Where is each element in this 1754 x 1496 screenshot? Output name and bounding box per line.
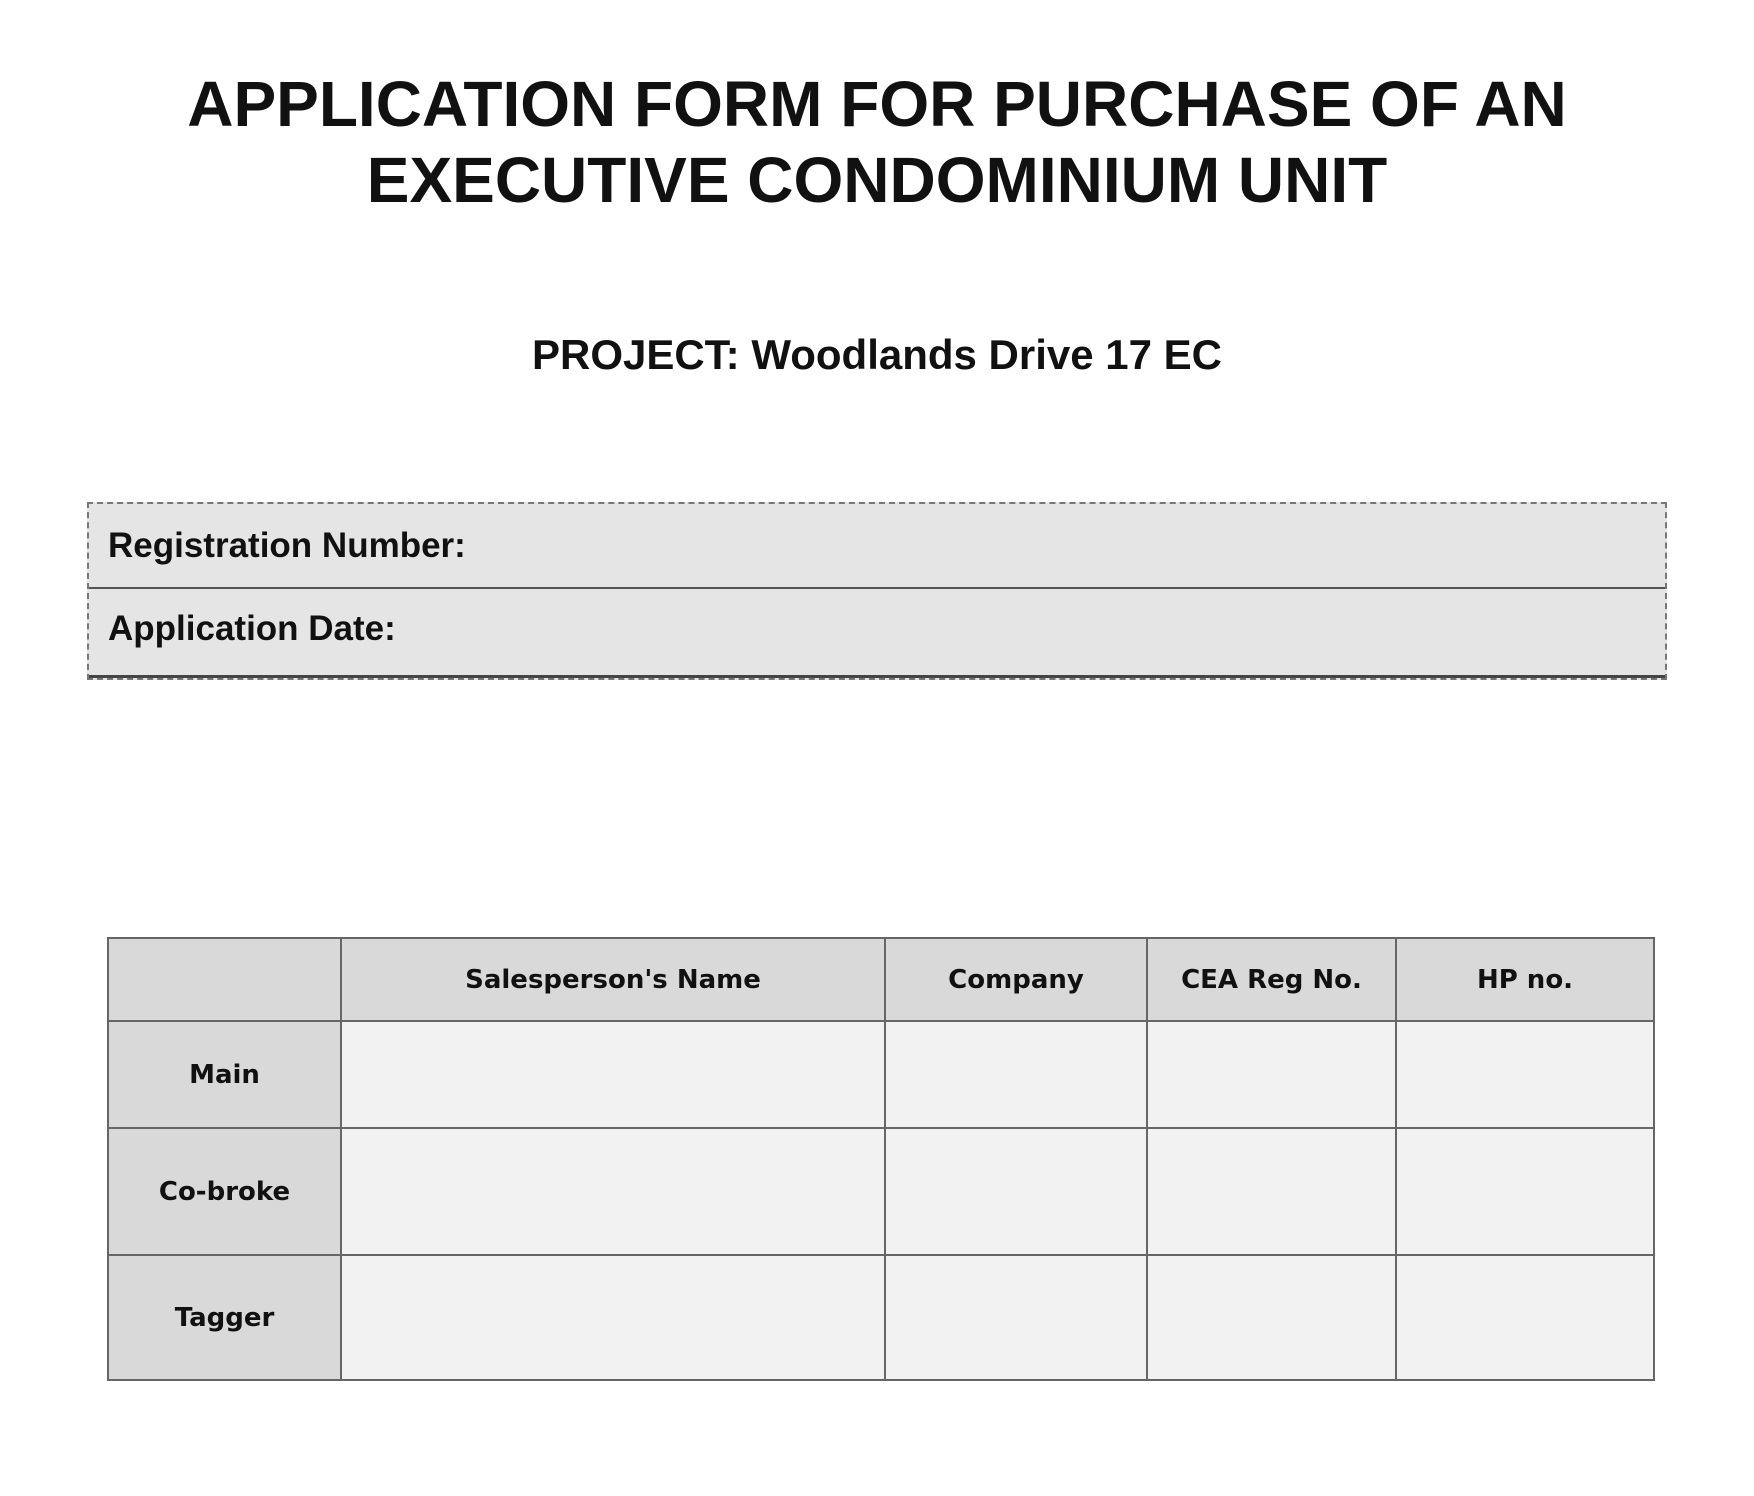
table-row-co-broke <box>108 1128 1654 1255</box>
tagger-cea-reg-no-cell[interactable] <box>1147 1255 1396 1380</box>
tagger-salesperson-name-cell[interactable] <box>341 1255 885 1380</box>
row-label-co-broke: Co-broke <box>108 1128 341 1255</box>
main-company-cell[interactable] <box>885 1021 1147 1128</box>
row-label-tagger: Tagger <box>108 1255 341 1380</box>
registration-number-label: Registration Number: <box>108 525 466 565</box>
row-label-main: Main <box>108 1021 341 1128</box>
co-broke-salesperson-name-cell[interactable] <box>341 1128 885 1255</box>
table-header-salesperson-name: Salesperson's Name <box>341 938 885 1021</box>
table-header-cea-reg-no: CEA Reg No. <box>1147 938 1396 1021</box>
application-date-field[interactable] <box>89 589 1665 678</box>
table-row-tagger <box>108 1255 1654 1380</box>
table-header-blank <box>108 938 341 1021</box>
main-cea-reg-no-cell[interactable] <box>1147 1021 1396 1128</box>
project-name: PROJECT: Woodlands Drive 17 EC <box>531 331 1223 378</box>
form-title-line-2: EXECUTIVE CONDOMINIUM UNIT <box>366 144 1388 216</box>
registration-box <box>87 502 1667 680</box>
main-hp-no-cell[interactable] <box>1396 1021 1654 1128</box>
registration-number-field[interactable] <box>89 504 1665 589</box>
form-title-line-1: APPLICATION FORM FOR PURCHASE OF AN <box>187 68 1567 140</box>
table-row-main <box>108 1021 1654 1128</box>
main-salesperson-name-cell[interactable] <box>341 1021 885 1128</box>
co-broke-cea-reg-no-cell[interactable] <box>1147 1128 1396 1255</box>
table-header-company: Company <box>885 938 1147 1021</box>
table-header-row <box>108 938 1654 1021</box>
table-header-hp-no: HP no. <box>1396 938 1654 1021</box>
co-broke-company-cell[interactable] <box>885 1128 1147 1255</box>
form-title <box>0 66 1754 218</box>
tagger-hp-no-cell[interactable] <box>1396 1255 1654 1380</box>
tagger-company-cell[interactable] <box>885 1255 1147 1380</box>
co-broke-hp-no-cell[interactable] <box>1396 1128 1654 1255</box>
application-date-label: Application Date: <box>108 609 396 648</box>
salesperson-table <box>107 937 1655 1381</box>
